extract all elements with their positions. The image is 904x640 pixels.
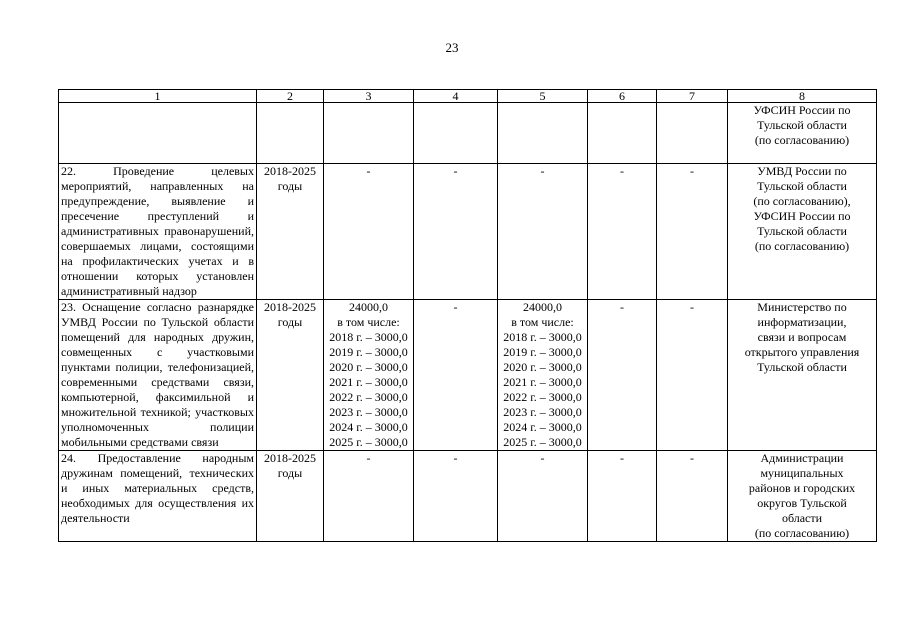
- cell-line: 2022 г. – 3000,0: [329, 390, 408, 404]
- table-row-24: [59, 451, 877, 542]
- cell-line: открытого управления: [744, 345, 860, 359]
- cell-line: Тульской области: [757, 118, 847, 132]
- cell-line: (по согласованию),: [753, 194, 851, 208]
- cell-line: 2020 г. – 3000,0: [503, 360, 582, 374]
- cell-col5: [498, 103, 588, 164]
- cell-line: (по согласованию): [754, 133, 850, 147]
- header-cell: 2: [257, 90, 324, 103]
- header-cell: 8: [728, 90, 877, 103]
- cell-period: [257, 103, 324, 164]
- page-number: 23: [445, 40, 459, 55]
- header-cell: 5: [498, 90, 588, 103]
- cell-line: в том числе:: [337, 315, 400, 329]
- cell-description: 24. Предоставление народным дружинам помещений, технических и иных материальных средств, необходимых для осуществления их деятельности: [59, 451, 257, 542]
- cell-line: (по согласованию): [754, 526, 850, 540]
- cell-col5: [498, 164, 588, 300]
- cell-total-funding: [324, 451, 414, 542]
- header-cell: 1: [59, 90, 257, 103]
- cell-line: 2020 г. – 3000,0: [329, 360, 408, 374]
- cell-line: Администрации: [760, 451, 844, 465]
- cell-line: 2021 г. – 3000,0: [329, 375, 408, 389]
- cell-col4: -: [414, 300, 498, 451]
- cell-col6: -: [588, 164, 657, 300]
- cell-line: УФСИН России по: [753, 103, 851, 117]
- cell-col5: [498, 451, 588, 542]
- cell-line: 2022 г. – 3000,0: [503, 390, 582, 404]
- cell-responsible: [728, 103, 877, 164]
- cell-line: округов Тульской: [757, 496, 847, 510]
- cell-responsible: [728, 164, 877, 300]
- cell-responsible: [728, 451, 877, 542]
- cell-line: связи и вопросам: [757, 330, 847, 344]
- cell-col7: [657, 103, 728, 164]
- program-table: [58, 89, 877, 542]
- cell-col7: -: [657, 164, 728, 300]
- cell-line: муниципальных: [760, 466, 844, 480]
- header-cell: 7: [657, 90, 728, 103]
- table-row-22: [59, 164, 877, 300]
- cell-line: в том числе:: [511, 315, 574, 329]
- cell-total-funding: [324, 103, 414, 164]
- cell-line: 2019 г. – 3000,0: [329, 345, 408, 359]
- cell-line: 2023 г. – 3000,0: [329, 405, 408, 419]
- cell-line: Тульской области: [757, 179, 847, 193]
- cell-line: -: [366, 164, 371, 178]
- table-row-23: [59, 300, 877, 451]
- cell-col5: [498, 300, 588, 451]
- cell-total-funding: [324, 300, 414, 451]
- cell-line: 2024 г. – 3000,0: [503, 420, 582, 434]
- cell-line: 2018 г. – 3000,0: [329, 330, 408, 344]
- cell-col6: -: [588, 300, 657, 451]
- cell-line: районов и городских: [748, 481, 856, 495]
- cell-line: УМВД России по: [757, 164, 847, 178]
- cell-col6: [588, 103, 657, 164]
- cell-line: 2023 г. – 3000,0: [503, 405, 582, 419]
- cell-col6: -: [588, 451, 657, 542]
- cell-line: 2024 г. – 3000,0: [329, 420, 408, 434]
- cell-col7: -: [657, 451, 728, 542]
- cell-period: 2018-2025 годы: [257, 300, 324, 451]
- cell-period: 2018-2025 годы: [257, 164, 324, 300]
- cell-description: 22. Проведение целевых мероприятий, направленных на предупреждение, выявление и пресечение преступлений и административных правонарушений, совершаемых лицами, состоящими на профилактических учетах и в отношении которых установлен административный надзор: [59, 164, 257, 300]
- cell-line: -: [540, 451, 545, 465]
- cell-responsible: [728, 300, 877, 451]
- table-row-continuation: [59, 103, 877, 164]
- cell-line: Тульской области: [757, 360, 847, 374]
- cell-line: Тульской области: [757, 224, 847, 238]
- cell-col4: [414, 103, 498, 164]
- cell-col7: -: [657, 300, 728, 451]
- cell-line: 2021 г. – 3000,0: [503, 375, 582, 389]
- cell-line: -: [540, 164, 545, 178]
- header-cell: 6: [588, 90, 657, 103]
- cell-description: [59, 103, 257, 164]
- cell-total-funding: [324, 164, 414, 300]
- cell-description: 23. Оснащение согласно разнарядке УМВД России по Тульской области помещений для народных дружин, совмещенных с участковыми пунктами полиции, телефонизацией, современными средствами связи, компьютерной, факсимильной и множительной техникой; участковых уполномоченных полиции мобильными средствами связи: [59, 300, 257, 451]
- cell-col4: -: [414, 164, 498, 300]
- cell-line: Министерство по: [757, 300, 847, 314]
- cell-col4: -: [414, 451, 498, 542]
- cell-line: 2025 г. – 3000,0: [503, 435, 582, 449]
- cell-line: области: [781, 511, 823, 525]
- cell-line: 24000,0: [523, 300, 562, 314]
- header-cell: 4: [414, 90, 498, 103]
- cell-line: 24000,0: [349, 300, 388, 314]
- cell-period: 2018-2025 годы: [257, 451, 324, 542]
- column-number-header: [59, 90, 877, 103]
- cell-line: -: [366, 451, 371, 465]
- cell-line: информатизации,: [757, 315, 847, 329]
- cell-line: 2018 г. – 3000,0: [503, 330, 582, 344]
- cell-line: 2019 г. – 3000,0: [503, 345, 582, 359]
- cell-line: 2025 г. – 3000,0: [329, 435, 408, 449]
- cell-line: (по согласованию): [754, 239, 850, 253]
- cell-line: УФСИН России по: [753, 209, 851, 223]
- header-cell: 3: [324, 90, 414, 103]
